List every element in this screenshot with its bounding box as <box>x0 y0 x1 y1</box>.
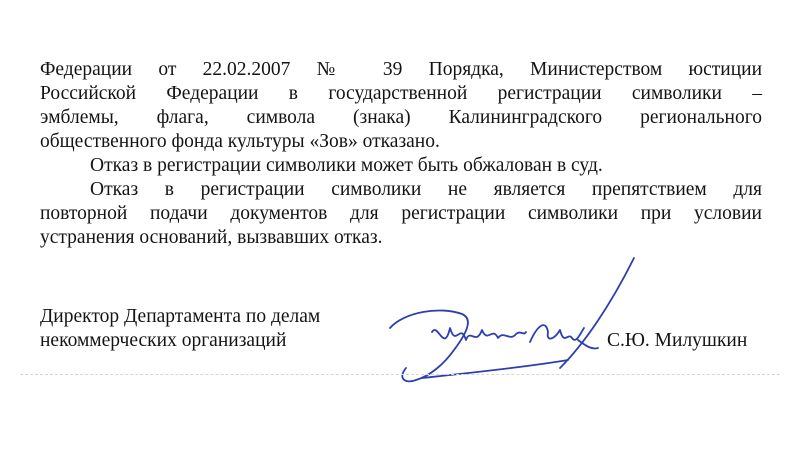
handwritten-signature <box>370 250 650 400</box>
paragraph-1-line-2: Российской Федерации в государственной регистрации символики – <box>40 83 762 104</box>
paragraph-3-line-1: Отказ в регистрации символики не является препятствием для <box>90 179 762 200</box>
paragraph-1-line-1: Федерации от 22.02.2007 № 39 Порядка, Министерством юстиции <box>40 59 762 80</box>
signatory-position-line-2: некоммерческих организаций <box>40 330 287 351</box>
paragraph-3-line-3: устранения оснований, вызвавших отказ. <box>40 227 383 248</box>
faint-page-rule <box>20 374 780 375</box>
signatory-name: С.Ю. Милушкин <box>607 330 748 351</box>
paragraph-2: Отказ в регистрации символики может быть обжалован в суд. <box>90 155 603 176</box>
paragraph-1-line-4: общественного фонда культуры «Зов» отказано. <box>40 131 440 152</box>
signatory-position-line-1: Директор Департамента по делам <box>40 306 321 327</box>
signature-ink <box>390 258 634 381</box>
paragraph-3-line-2: повторной подачи документов для регистрации символики при условии <box>40 203 762 224</box>
paragraph-1-line-3: эмблемы, флага, символа (знака) Калининградского регионального <box>40 107 762 128</box>
